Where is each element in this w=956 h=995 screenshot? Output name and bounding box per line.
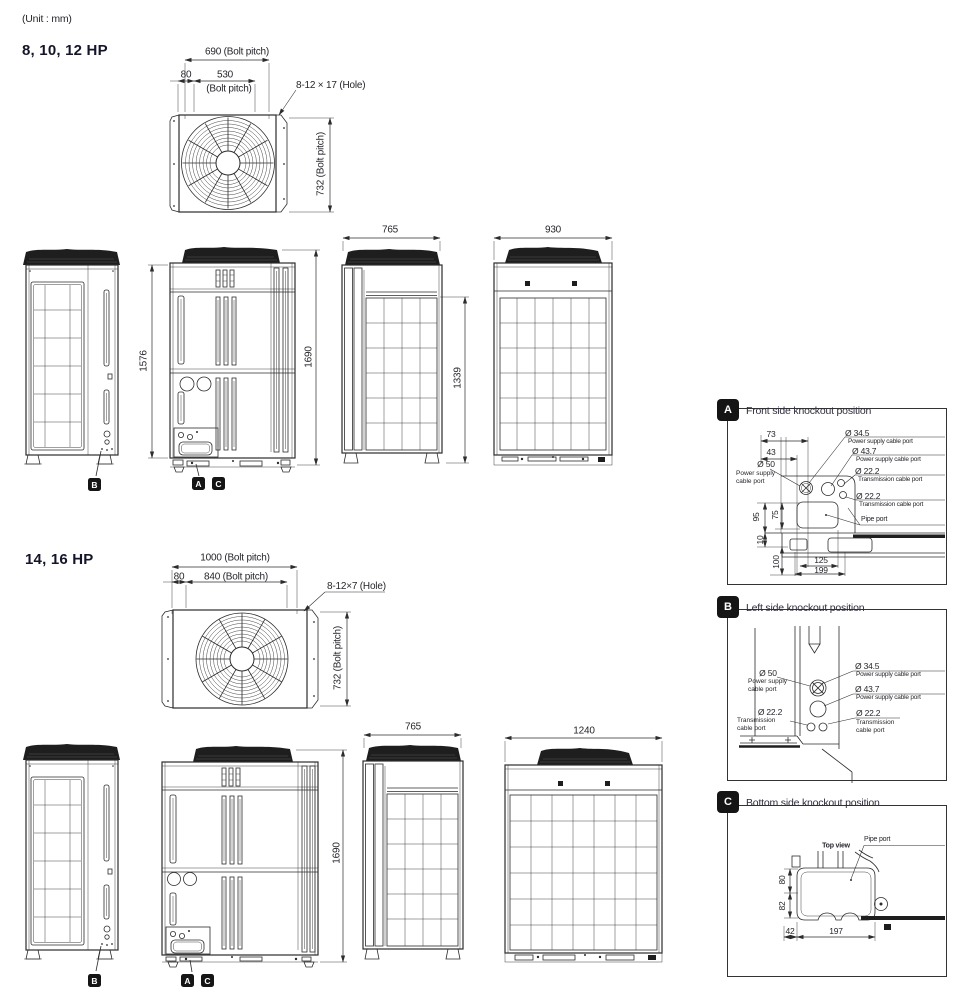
hole-label-s1: 8-12 × 17 (Hole) [296,80,366,91]
dim-80: 80 [777,875,787,885]
dim-offset-s1: 80 [180,69,192,81]
dim-body-height-s1: 1576 [138,350,150,372]
callout-a-s2: A [181,974,194,987]
callout-b-s1: B [88,478,101,491]
port-a-345-label: Power supply cable port [848,438,913,445]
front-view-s2 [162,746,347,972]
dim-bolt-inner-s2: 840 (Bolt pitch) [203,571,269,583]
section2-heading: 14, 16 HP [25,551,94,568]
port-a-437-dia: Ø 43.7 [852,446,877,456]
port-a-437-label: Power supply cable port [856,456,921,463]
callout-b-s2: B [88,974,101,987]
detail-c-title: Bottom side knockout position [746,797,880,809]
dim-total-height-s1: 1690 [303,346,315,368]
port-b-50-dia: Ø 50 [759,668,777,678]
dim-offset-s2: 80 [173,571,185,583]
detail-a-badge: A [717,399,739,421]
detail-a-title: Front side knockout position [746,405,872,417]
detail-box-front [727,408,947,585]
dim-bolt-outer-s1: 690 (Bolt pitch) [204,46,270,58]
port-b-50-label: Power supply cable port [748,678,788,693]
dim-total-height-s2: 1690 [331,842,343,864]
dim-rear-width-s2: 1240 [573,725,595,737]
callout-a-s1: A [192,477,205,490]
rear-view-s1 [494,238,612,465]
dim-73: 73 [766,429,776,439]
dim-82: 82 [777,901,787,911]
port-b-345-label: Power supply cable port [856,671,921,678]
dim-100: 100 [771,555,781,569]
dim-43: 43 [766,447,776,457]
side-view-s1 [342,238,469,463]
detail-b-badge: B [717,596,739,618]
rear-view-s2 [505,738,662,962]
unit-note: (Unit : mm) [22,13,72,25]
left-view-s2 [23,744,120,971]
detail-c-top-view-label: Top view [822,842,850,850]
port-b-222b-label: Transmission cable port [856,719,895,734]
callout-c-s2: C [201,974,214,987]
port-a-222b-label: Transmission cable port [859,501,924,508]
port-b-437-dia: Ø 43.7 [855,684,880,694]
dim-bolt-vert-s1: 732 (Bolt pitch) [315,131,327,197]
dim-42: 42 [785,926,795,936]
dim-bolt-vert-s2: 732 (Bolt pitch) [332,625,344,691]
detail-c-badge: C [717,791,739,813]
port-a-50-label: Power supply cable port [736,470,776,485]
port-a-222b-dia: Ø 22.2 [856,491,881,501]
port-b-437-label: Power supply cable port [856,694,921,701]
port-a-50-dia: Ø 50 [757,459,775,469]
callout-c-s1: C [212,477,225,490]
left-view-s1 [23,249,120,476]
port-b-222b-dia: Ø 22.2 [856,708,881,718]
port-b-222a-dia: Ø 22.2 [757,707,783,717]
port-a-pipe-label: Pipe port [861,516,888,523]
dim-10: 10 [755,535,765,545]
front-view-s1 [148,247,320,476]
dim-depth-s2: 765 [404,721,422,733]
dim-rear-width-s1: 930 [544,224,562,236]
dim-95: 95 [751,512,761,522]
detail-c-pipe-label: Pipe port [864,836,891,843]
side-view-s2 [363,735,463,959]
port-b-345-dia: Ø 34.5 [855,661,880,671]
port-a-345-dia: Ø 34.5 [845,428,870,438]
detail-box-bottom [727,805,947,977]
dim-75: 75 [770,510,780,520]
port-b-222a-label: Transmission cable port [737,717,776,732]
dim-bolt-outer-s2: 1000 (Bolt pitch) [200,552,270,564]
dim-bolt-inner-s1: 530 [216,69,234,81]
hole-label-s2: 8-12×7 (Hole) [327,581,386,592]
detail-b-title: Left side knockout position [746,602,865,614]
dim-199: 199 [814,565,828,575]
port-a-222a-dia: Ø 22.2 [855,466,880,476]
dim-bolt-inner-sub-s1: (Bolt pitch) [206,83,252,95]
section1-heading: 8, 10, 12 HP [22,42,108,59]
dim-197: 197 [829,926,843,936]
port-a-222a-label: Transmission cable port [858,476,923,483]
dim-125: 125 [814,555,828,565]
dim-grille-height-s1: 1339 [452,367,464,389]
dim-depth-s1: 765 [381,224,399,236]
